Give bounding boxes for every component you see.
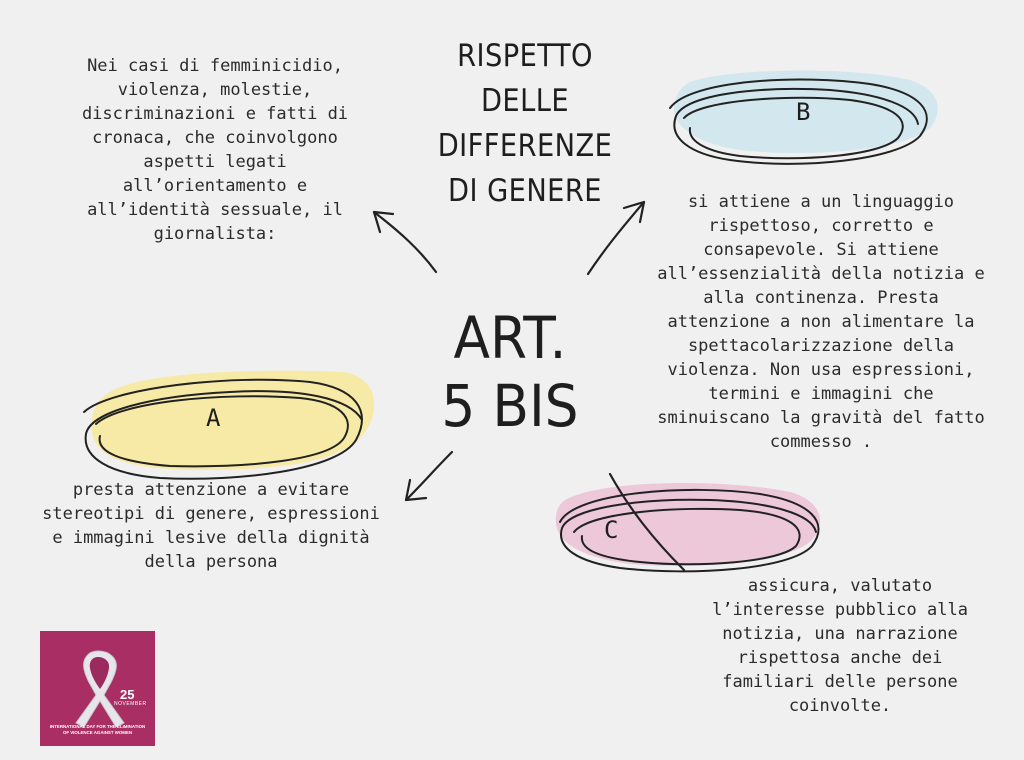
awareness-badge (40, 631, 155, 746)
node-c-circle (556, 483, 820, 571)
badge-caption: INTERNATIONAL DAY FOR THE ELIMINATION OF VIOLENCE AGAINST WOMEN (49, 724, 146, 735)
arrow-to-intro (374, 212, 436, 272)
node-b-letter: B (796, 98, 811, 126)
node-c-letter: C (604, 516, 619, 544)
intro-text: Nei casi di femminicidio, violenza, molestie, discriminazioni e fatti di cronaca, che coinvolgono aspetti legati all’orientamento e all’identità sessuale, il giornalista: (81, 56, 349, 244)
node-b-text: si attiene a un linguaggio rispettoso, corretto e consapevole. Si attiene all’essenzialità della notizia e alla continenza. Presta attenzione a non alimentare la spettacolarizzazione della violenza. Non usa espressioni, termini e immagini che sminuiscano la gravità del fatto commesso . (657, 192, 985, 452)
node-a-letter: A (206, 404, 221, 432)
node-a-text: presta attenzione a evitare stereotipi di genere, espressioni e immagini lesive della dignità della persona (42, 480, 380, 572)
arrow-to-a (406, 452, 452, 500)
central-article-title: ART. 5 BIS (441, 304, 579, 440)
badge-month: NOVEMBER (114, 701, 147, 707)
node-c-text: assicura, valutato l’interesse pubblico alla notizia, una narrazione rispettosa anche dei familiari delle persone coinvolte. (712, 576, 968, 716)
diagram-title: RISPETTO DELLE DIFFERENZE DI GENERE (437, 38, 613, 209)
node-a-circle (84, 371, 374, 479)
badge-day: 25 (120, 687, 135, 702)
node-a-highlight (92, 371, 375, 470)
